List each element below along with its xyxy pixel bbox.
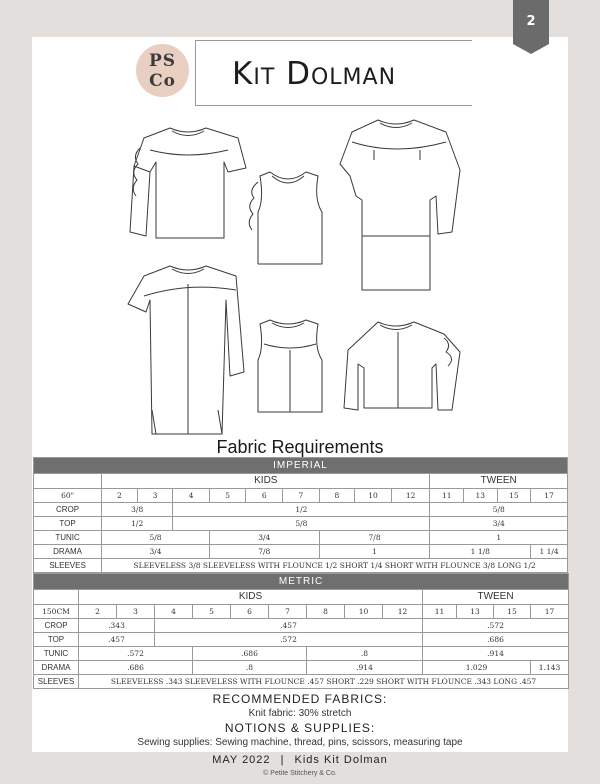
sleeves-yardage: SLEEVELESS .343 SLEEVELESS WITH FLOUNCE .457 SHORT .229 SHORT WITH FLOUNCE .343 LONG .457 [79, 675, 569, 689]
metric-tween-group: TWEEN [423, 590, 569, 605]
size-cell: 8 [307, 605, 345, 619]
size-cell: 10 [355, 489, 392, 503]
yardage-cell: 7/8 [209, 545, 319, 559]
imperial-drama-row [34, 545, 568, 559]
size-cell: 4 [155, 605, 193, 619]
yardage-cell: 3/8 [102, 503, 173, 517]
metric-kids-group: KIDS [79, 590, 423, 605]
row-label: TUNIC [34, 647, 79, 661]
size-cell: 5 [193, 605, 231, 619]
size-cell: 7 [269, 605, 307, 619]
logo-line-1: PS [148, 51, 177, 71]
size-cell: 10 [345, 605, 383, 619]
yardage-cell: .686 [193, 647, 307, 661]
yardage-cell: .572 [155, 633, 423, 647]
size-cell: 11 [430, 489, 464, 503]
size-cell: 17 [531, 489, 568, 503]
yardage-cell: 1.143 [531, 661, 569, 675]
row-label: CROP [34, 503, 102, 517]
yardage-cell: .572 [79, 647, 193, 661]
yardage-cell: 7/8 [319, 531, 430, 545]
row-label: DRAMA [34, 661, 79, 675]
notions-text: Sewing supplies: Sewing machine, thread, pins, scissors, measuring tape [137, 737, 463, 748]
size-cell: 15 [497, 489, 531, 503]
yardage-cell: 3/4 [209, 531, 319, 545]
yardage-cell: 1/2 [102, 517, 173, 531]
row-label: DRAMA [34, 545, 102, 559]
size-cell: 12 [383, 605, 423, 619]
size-cell: 17 [531, 605, 569, 619]
size-cell: 3 [117, 605, 155, 619]
footer-date: MAY 2022 [212, 754, 271, 766]
yardage-cell: .686 [79, 661, 193, 675]
metric-sleeves-row [34, 675, 569, 689]
size-cell: 15 [494, 605, 531, 619]
row-label: TUNIC [34, 531, 102, 545]
notions-heading: NOTIONS & SUPPLIES: [224, 721, 376, 735]
metric-header: METRIC [34, 574, 569, 590]
size-cell: 5 [209, 489, 246, 503]
yardage-cell: 3/4 [102, 545, 210, 559]
footer-separator: | [280, 754, 285, 766]
logo-line-2: Co [149, 71, 176, 91]
copyright-notice: © Petite Stitchery & Co. [263, 770, 337, 777]
pattern-title: Kit Dolman [232, 56, 397, 92]
size-cell: 12 [391, 489, 430, 503]
yardage-cell: .8 [193, 661, 307, 675]
yardage-cell: .914 [307, 661, 423, 675]
imperial-top-row [34, 517, 568, 531]
metric-corner-cell [34, 590, 79, 605]
yardage-cell: .457 [155, 619, 423, 633]
yardage-cell: 5/8 [173, 517, 430, 531]
dress-long-sleeve-sketch [128, 266, 244, 434]
yardage-cell: 1 [430, 531, 568, 545]
fabric-requirements-heading: Fabric Requirements [216, 437, 384, 457]
metric-crop-row [34, 619, 569, 633]
imperial-header: IMPERIAL [34, 458, 568, 474]
metric-width-label: 150CM [34, 605, 79, 619]
imperial-kids-group: KIDS [102, 474, 430, 489]
size-cell: 2 [79, 605, 117, 619]
size-cell: 2 [102, 489, 138, 503]
yardage-cell: 5/8 [102, 531, 210, 545]
size-cell: 13 [457, 605, 494, 619]
imperial-crop-row [34, 503, 568, 517]
row-label: CROP [34, 619, 79, 633]
yardage-cell: .8 [307, 647, 423, 661]
tank-back-sketch [258, 320, 322, 412]
row-label: TOP [34, 633, 79, 647]
yardage-cell: 1/2 [173, 503, 430, 517]
footer-pattern-name: Kids Kit Dolman [294, 754, 388, 766]
size-cell: 11 [423, 605, 457, 619]
recommended-fabrics-text: Knit fabric: 30% stretch [248, 708, 352, 719]
metric-top-row [34, 633, 569, 647]
tank-flounce-sketch [249, 172, 322, 264]
recommended-fabrics-heading: RECOMMENDED FABRICS: [212, 692, 388, 706]
imperial-tunic-row [34, 531, 568, 545]
size-cell: 4 [173, 489, 210, 503]
yardage-cell: .914 [423, 647, 569, 661]
yardage-cell: .686 [423, 633, 569, 647]
yardage-cell: 1.029 [423, 661, 531, 675]
metric-tunic-row [34, 647, 569, 661]
size-cell: 6 [231, 605, 269, 619]
imperial-requirements-table [33, 457, 568, 573]
row-label: SLEEVES [34, 559, 102, 573]
imperial-tween-group: TWEEN [430, 474, 568, 489]
imperial-size-row [34, 489, 568, 503]
metric-requirements-table [33, 573, 569, 689]
imperial-sleeves-row [34, 559, 568, 573]
imperial-width-label: 60" [34, 489, 102, 503]
row-label: TOP [34, 517, 102, 531]
page-number: 2 [526, 14, 536, 29]
yardage-cell: 1 [319, 545, 430, 559]
yardage-cell: .572 [423, 619, 569, 633]
metric-size-row [34, 605, 569, 619]
tunic-flounce-sketch [340, 120, 460, 290]
metric-drama-row [34, 661, 569, 675]
row-label: SLEEVES [34, 675, 79, 689]
size-cell: 6 [246, 489, 283, 503]
yardage-cell: 3/4 [430, 517, 568, 531]
size-cell: 13 [464, 489, 498, 503]
size-cell: 8 [319, 489, 355, 503]
yardage-cell: .343 [79, 619, 155, 633]
sleeves-yardage: SLEEVELESS 3/8 SLEEVELESS WITH FLOUNCE 1/2 SHORT 1/4 SHORT WITH FLOUNCE 3/8 LONG 1/2 [102, 559, 568, 573]
page-footer [0, 754, 600, 766]
crop-top-flounce-sketch [130, 128, 246, 238]
yardage-cell: 1 1/4 [531, 545, 568, 559]
imperial-corner-cell [34, 474, 102, 489]
yardage-cell: .457 [79, 633, 155, 647]
size-cell: 7 [283, 489, 320, 503]
crop-back-sketch [344, 322, 460, 410]
yardage-cell: 5/8 [430, 503, 568, 517]
size-cell: 3 [137, 489, 173, 503]
yardage-cell: 1 1/8 [430, 545, 531, 559]
